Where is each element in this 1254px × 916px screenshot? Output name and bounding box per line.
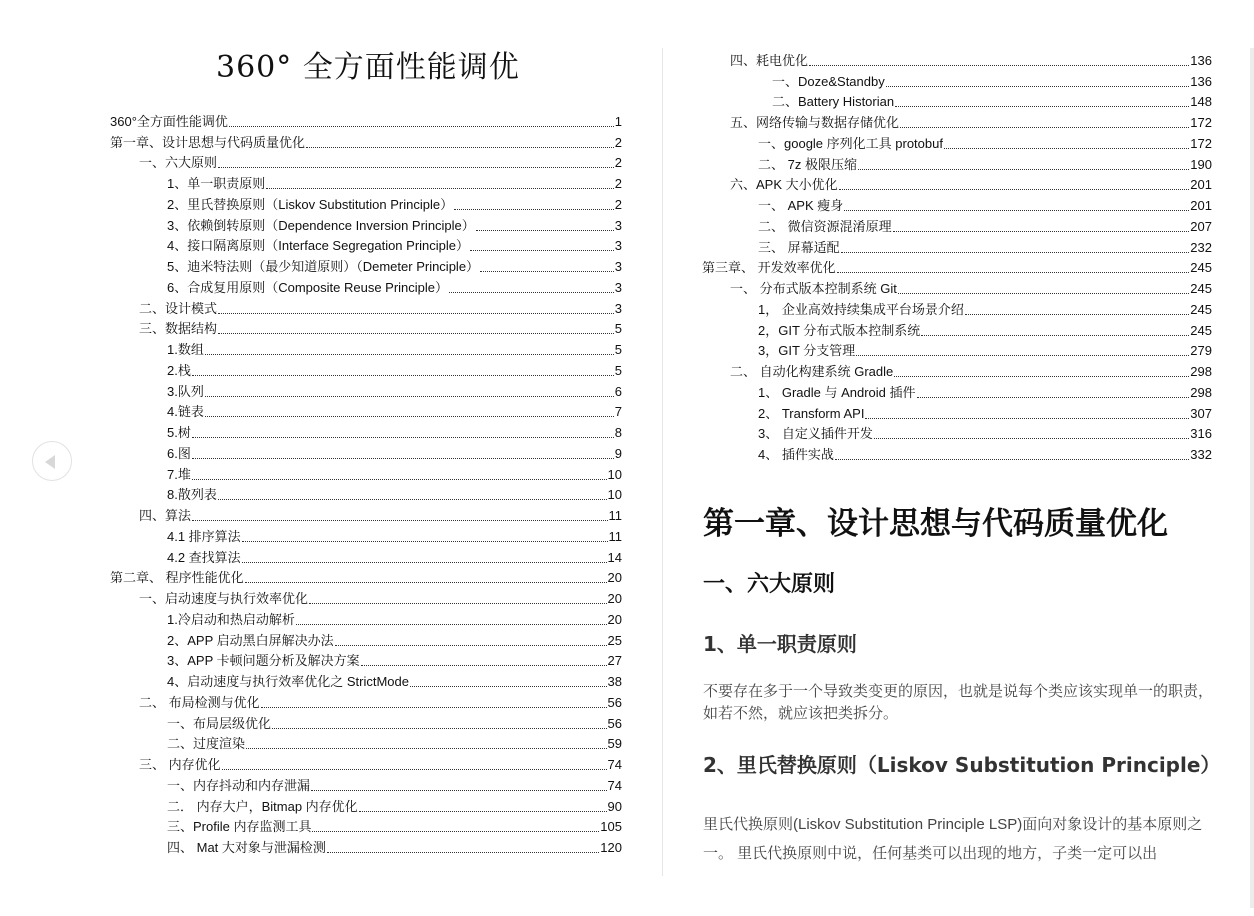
- toc-page-number: 11: [608, 528, 622, 544]
- toc-dot-leader: [296, 621, 607, 625]
- toc-page-number: 59: [607, 736, 622, 752]
- toc-entry[interactable]: [110, 337, 622, 358]
- toc-dot-leader: [218, 496, 607, 500]
- toc-entry-title: 三、 屏幕适配: [758, 239, 840, 255]
- toc-entry[interactable]: [700, 69, 1212, 90]
- toc-page-number: 190: [1190, 156, 1212, 172]
- toc-entry[interactable]: [110, 109, 622, 130]
- toc-dot-leader: [246, 745, 607, 749]
- subsection-heading: 2、里氏替换原则（Liskov Substitution Principle）: [703, 753, 1221, 777]
- toc-entry-title: 1.数组: [167, 342, 204, 357]
- toc-dot-leader: [856, 352, 1189, 356]
- toc-dot-leader: [261, 704, 607, 708]
- toc-page-number: 1: [614, 113, 622, 129]
- toc-entry[interactable]: [700, 442, 1212, 463]
- toc-page-number: 279: [1190, 343, 1212, 359]
- toc-dot-leader: [335, 642, 607, 646]
- toc-entry-title: 6.图: [167, 445, 191, 461]
- toc-entry[interactable]: [110, 732, 622, 753]
- toc-page-number: 136: [1190, 73, 1212, 89]
- toc-entry[interactable]: [110, 317, 622, 338]
- toc-entry[interactable]: [110, 752, 622, 773]
- toc-dot-leader: [921, 332, 1189, 336]
- toc-entry[interactable]: [700, 214, 1212, 235]
- toc-page-number: 5: [614, 342, 622, 357]
- toc-page-number: 38: [607, 674, 622, 689]
- chapter-heading: 第一章、设计思想与代码质量优化: [703, 506, 1168, 542]
- toc-entry[interactable]: [110, 234, 622, 255]
- toc-entry[interactable]: [700, 131, 1212, 152]
- toc-page-number: 298: [1190, 384, 1212, 400]
- toc-entry[interactable]: [700, 339, 1212, 360]
- toc-entry-title: 2、APP 启动黑白屏解决办法: [167, 632, 334, 648]
- toc-page-number: 9: [614, 445, 622, 461]
- toc-dot-leader: [192, 476, 607, 480]
- toc-dot-leader: [192, 455, 614, 459]
- toc-entry-title: 3、 自定义插件开发: [758, 426, 873, 442]
- paragraph: 里氏代换原则(Liskov Substitution Principle LSP)面向对象设计的基本原则之一。 里氏代换原则中说，任何基类可以出现的地方，子类一定可以出: [703, 816, 1203, 862]
- toc-entry-title: 第一章、设计思想与代码质量优化: [110, 134, 306, 150]
- toc-entry[interactable]: [110, 254, 622, 275]
- toc-dot-leader: [192, 517, 607, 521]
- toc-entry[interactable]: [110, 711, 622, 732]
- toc-entry-title: 2、 Transform API: [758, 405, 865, 421]
- toc-entry-title: 1， 企业高效持续集成平台场景介绍: [758, 301, 964, 317]
- toc-entry[interactable]: [110, 379, 622, 400]
- toc-dot-leader: [192, 372, 614, 376]
- toc-dot-leader: [245, 579, 607, 583]
- toc-dot-leader: [865, 415, 1189, 419]
- toc-page-number: 332: [1190, 447, 1212, 462]
- toc-page-number: 56: [607, 694, 622, 710]
- toc-entry[interactable]: [700, 276, 1212, 297]
- toc-dot-leader: [229, 123, 614, 127]
- table-of-contents-left: [110, 109, 622, 856]
- toc-dot-leader: [272, 725, 607, 729]
- toc-page-number: 120: [600, 840, 622, 855]
- toc-entry-title: 一、 分布式版本控制系统 Git: [730, 281, 897, 296]
- toc-entry-title: 一、六大原则: [139, 155, 218, 171]
- toc-entry-title: 二、 布局检测与优化: [139, 694, 260, 710]
- toc-page-number: 20: [607, 570, 622, 586]
- toc-entry-title: 5、迪米特法则（最少知道原则）（Demeter Principle）: [167, 259, 480, 274]
- toc-dot-leader: [449, 289, 614, 293]
- arrow-left-icon: [45, 455, 55, 469]
- toc-page-number: 245: [1190, 281, 1212, 296]
- toc-page-number: 74: [607, 757, 622, 772]
- toc-entry-title: 4、接口隔离原则（Interface Segregation Principle）: [167, 238, 470, 254]
- toc-entry-title: 6、合成复用原则（Composite Reuse Principle）: [167, 279, 449, 295]
- toc-entry-title: 四、耗电优化: [730, 52, 809, 68]
- toc-entry-title: 360°全方面性能调优: [110, 113, 228, 129]
- toc-entry[interactable]: [110, 130, 622, 151]
- toc-entry-title: 一、内存抖动和内存泄漏: [167, 777, 311, 793]
- toc-dot-leader: [222, 766, 607, 770]
- toc-entry[interactable]: [110, 669, 622, 690]
- toc-page-number: 90: [607, 798, 622, 814]
- toc-entry[interactable]: [110, 545, 622, 566]
- toc-entry-title: 三、数据结构: [139, 321, 218, 337]
- toc-entry-title: 第三章、 开发效率优化: [702, 260, 836, 276]
- toc-dot-leader: [266, 185, 614, 189]
- toc-entry[interactable]: [110, 503, 622, 524]
- toc-entry-title: 4.1 排序算法: [167, 528, 241, 544]
- toc-entry[interactable]: [700, 359, 1212, 380]
- toc-dot-leader: [410, 683, 607, 687]
- toc-entry[interactable]: [110, 420, 622, 441]
- toc-dot-leader: [858, 166, 1189, 170]
- toc-page-number: 2: [614, 176, 622, 191]
- toc-dot-leader: [900, 124, 1189, 128]
- toc-entry-title: 5.树: [167, 425, 191, 440]
- scrollbar[interactable]: [1250, 48, 1254, 908]
- toc-dot-leader: [306, 144, 614, 148]
- toc-dot-leader: [312, 828, 599, 832]
- toc-entry-title: 一、Doze&Standby: [772, 73, 885, 89]
- toc-entry-title: 一、 APK 瘦身: [758, 198, 844, 213]
- toc-entry[interactable]: [110, 192, 622, 213]
- toc-entry[interactable]: [110, 773, 622, 794]
- toc-entry-title: 四、 Mat 大对象与泄漏检测: [167, 840, 326, 855]
- toc-entry[interactable]: [110, 835, 622, 856]
- toc-entry-title: 2、里氏替换原则（Liskov Substitution Principle）: [167, 196, 454, 212]
- toc-entry[interactable]: [110, 815, 622, 836]
- toc-entry[interactable]: [110, 524, 622, 545]
- toc-entry-title: 4.链表: [167, 404, 204, 420]
- toc-entry-title: 7.堆: [167, 466, 191, 482]
- toc-dot-leader: [874, 435, 1189, 439]
- toc-dot-leader: [311, 787, 607, 791]
- toc-dot-leader: [809, 62, 1189, 66]
- toc-dot-leader: [835, 456, 1189, 460]
- toc-dot-leader: [886, 83, 1190, 87]
- toc-dot-leader: [841, 249, 1190, 253]
- table-of-contents-right: [700, 48, 1212, 463]
- toc-dot-leader: [205, 393, 614, 397]
- toc-entry-title: 三、 内存优化: [139, 757, 221, 772]
- toc-dot-leader: [839, 186, 1190, 190]
- toc-page-number: 316: [1190, 426, 1212, 442]
- toc-entry-title: 4、 插件实战: [758, 447, 834, 462]
- toc-entry-title: 第二章、 程序性能优化: [110, 570, 244, 586]
- toc-page-number: 3: [614, 259, 622, 274]
- toc-dot-leader: [218, 330, 614, 334]
- toc-entry-title: 2，GIT 分布式版本控制系统: [758, 322, 921, 338]
- toc-entry[interactable]: [110, 400, 622, 421]
- toc-entry-title: 二、Battery Historian: [772, 94, 895, 110]
- toc-page-number: 25: [607, 632, 622, 648]
- toc-entry-title: 2.栈: [167, 362, 191, 378]
- toc-entry-title: 3，GIT 分支管理: [758, 343, 856, 359]
- toc-page-number: 148: [1190, 94, 1212, 110]
- toc-entry[interactable]: [110, 151, 622, 172]
- toc-page-number: 6: [614, 383, 622, 399]
- toc-entry-title: 4.2 查找算法: [167, 549, 241, 565]
- toc-entry-title: 一、启动速度与执行效率优化: [139, 591, 309, 606]
- toc-page-number: 105: [600, 819, 622, 835]
- toc-entry[interactable]: [700, 90, 1212, 111]
- toc-entry-title: 三、Profile 内存监测工具: [167, 819, 312, 835]
- toc-entry-title: 3、APP 卡顿问题分析及解决方案: [167, 653, 360, 669]
- toc-entry[interactable]: [110, 213, 622, 234]
- toc-entry[interactable]: [110, 607, 622, 628]
- toc-page-number: 207: [1190, 218, 1212, 234]
- toc-entry[interactable]: [110, 275, 622, 296]
- toc-dot-leader: [359, 808, 607, 812]
- toc-page-number: 27: [607, 653, 622, 669]
- toc-entry-title: 1、单一职责原则: [167, 176, 266, 191]
- toc-dot-leader: [205, 413, 614, 417]
- toc-entry-title: 五、网络传输与数据存储优化: [730, 115, 900, 130]
- toc-dot-leader: [894, 373, 1189, 377]
- toc-entry[interactable]: [700, 422, 1212, 443]
- toc-page-number: 245: [1190, 301, 1212, 317]
- toc-dot-leader: [242, 559, 607, 563]
- toc-entry-title: 二、 微信资源混淆原理: [758, 218, 892, 234]
- toc-entry-title: 一、google 序列化工具 protobuf: [758, 135, 943, 151]
- toc-page-number: 245: [1190, 322, 1212, 338]
- toc-entry[interactable]: [110, 690, 622, 711]
- toc-page-number: 172: [1190, 135, 1212, 151]
- toc-entry-title: 二、设计模式: [139, 300, 218, 316]
- toc-dot-leader: [205, 351, 614, 355]
- toc-entry-title: 1.冷启动和热启动解析: [167, 611, 295, 627]
- toc-page-number: 7: [614, 404, 622, 420]
- toc-page-number: 136: [1190, 52, 1212, 68]
- toc-entry[interactable]: [700, 173, 1212, 194]
- toc-dot-leader: [917, 394, 1190, 398]
- toc-entry[interactable]: [700, 318, 1212, 339]
- toc-page-number: 2: [614, 134, 622, 150]
- toc-dot-leader: [218, 164, 614, 168]
- previous-page-button[interactable]: [32, 441, 72, 481]
- toc-dot-leader: [837, 269, 1190, 273]
- toc-dot-leader: [944, 145, 1189, 149]
- toc-entry-title: 二、 7z 极限压缩: [758, 156, 857, 172]
- toc-page-number: 11: [608, 508, 622, 523]
- toc-page-number: 10: [607, 487, 622, 503]
- toc-entry[interactable]: [110, 649, 622, 670]
- toc-entry-title: 六、APK 大小优化: [730, 177, 838, 193]
- toc-entry[interactable]: [110, 462, 622, 483]
- toc-entry-title: 4、启动速度与执行效率优化之 StrictMode: [167, 674, 409, 689]
- toc-dot-leader: [218, 310, 614, 314]
- toc-dot-leader: [898, 290, 1189, 294]
- toc-entry-title: 8.散列表: [167, 487, 217, 503]
- toc-dot-leader: [454, 206, 614, 210]
- toc-dot-leader: [242, 538, 608, 542]
- toc-page-number: 201: [1190, 198, 1212, 213]
- toc-page-number: 2: [614, 155, 622, 171]
- toc-entry[interactable]: [700, 48, 1212, 69]
- toc-entry-title: 二． 内存大户，Bitmap 内存优化: [167, 798, 358, 814]
- toc-page-number: 3: [614, 238, 622, 254]
- toc-entry[interactable]: [110, 483, 622, 504]
- toc-page-number: 232: [1190, 239, 1212, 255]
- toc-entry-title: 3、依赖倒转原则（Dependence Inversion Principle）: [167, 217, 475, 233]
- toc-page-number: 3: [614, 279, 622, 295]
- toc-dot-leader: [480, 268, 614, 272]
- toc-dot-leader: [470, 247, 614, 251]
- toc-dot-leader: [361, 662, 607, 666]
- toc-page-number: 298: [1190, 364, 1212, 379]
- toc-entry[interactable]: [110, 628, 622, 649]
- toc-page-number: 20: [607, 591, 622, 606]
- toc-entry[interactable]: [110, 296, 622, 317]
- toc-dot-leader: [844, 207, 1189, 211]
- toc-entry[interactable]: [700, 401, 1212, 422]
- toc-dot-leader: [476, 227, 614, 231]
- toc-dot-leader: [895, 103, 1189, 107]
- document-title: 360° 全方面性能调优: [216, 50, 520, 85]
- toc-entry[interactable]: [700, 235, 1212, 256]
- toc-page-number: 307: [1190, 405, 1212, 421]
- toc-entry[interactable]: [110, 171, 622, 192]
- toc-entry[interactable]: [110, 794, 622, 815]
- toc-page-number: 245: [1190, 260, 1212, 276]
- toc-entry[interactable]: [700, 110, 1212, 131]
- toc-dot-leader: [893, 228, 1190, 232]
- toc-entry-title: 二、过度渲染: [167, 736, 246, 752]
- toc-entry[interactable]: [700, 380, 1212, 401]
- toc-entry[interactable]: [110, 566, 622, 587]
- toc-entry[interactable]: [700, 297, 1212, 318]
- page-divider: [662, 48, 663, 876]
- toc-page-number: 14: [607, 549, 622, 565]
- toc-dot-leader: [327, 849, 599, 853]
- toc-page-number: 74: [607, 777, 622, 793]
- toc-dot-leader: [309, 600, 607, 604]
- toc-entry[interactable]: [700, 256, 1212, 277]
- subsection-heading: 1、单一职责原则: [703, 632, 857, 656]
- toc-page-number: 3: [614, 217, 622, 233]
- paragraph: 不要存在多于一个导致类变更的原因，也就是说每个类应该实现单一的职责，如若不然，就应该把类拆分。: [703, 683, 1214, 722]
- toc-dot-leader: [965, 311, 1189, 315]
- toc-page-number: 5: [614, 321, 622, 337]
- toc-entry-title: 二、 自动化构建系统 Gradle: [730, 364, 894, 379]
- toc-page-number: 20: [607, 611, 622, 627]
- toc-entry[interactable]: [700, 193, 1212, 214]
- section-heading: 一、六大原则: [703, 571, 836, 597]
- toc-entry[interactable]: [110, 586, 622, 607]
- toc-page-number: 2: [614, 196, 622, 212]
- toc-page-number: 201: [1190, 177, 1212, 193]
- toc-entry-title: 3.队列: [167, 383, 204, 399]
- toc-entry-title: 四、算法: [139, 508, 192, 523]
- toc-entry[interactable]: [110, 441, 622, 462]
- toc-entry[interactable]: [110, 358, 622, 379]
- toc-page-number: 5: [614, 362, 622, 378]
- toc-dot-leader: [192, 434, 614, 438]
- toc-page-number: 3: [614, 300, 622, 316]
- toc-page-number: 172: [1190, 115, 1212, 130]
- toc-page-number: 8: [614, 425, 622, 440]
- toc-entry-title: 一、布局层级优化: [167, 715, 272, 731]
- toc-page-number: 56: [607, 715, 622, 731]
- toc-entry[interactable]: [700, 152, 1212, 173]
- toc-page-number: 10: [607, 466, 622, 482]
- toc-entry-title: 1、 Gradle 与 Android 插件: [758, 384, 916, 400]
